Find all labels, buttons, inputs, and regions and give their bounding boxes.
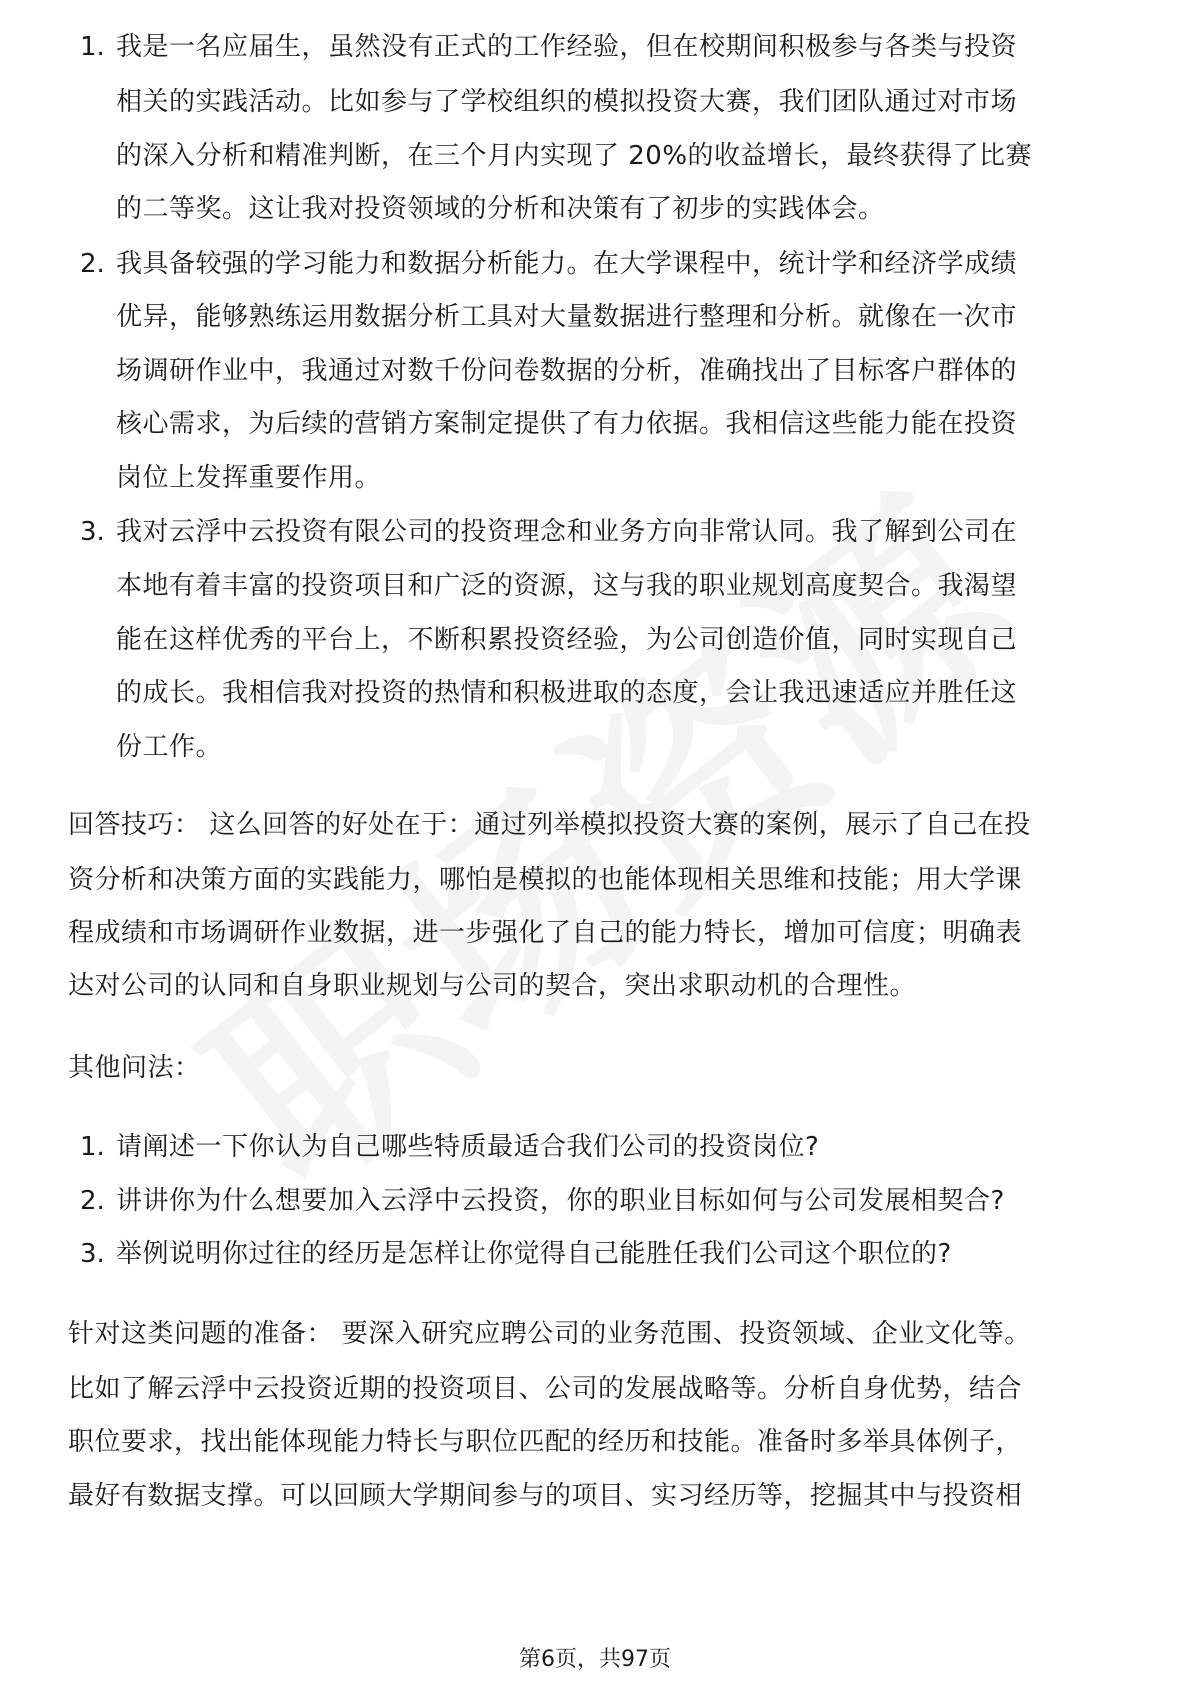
list-item-line: 本地有着丰富的投资项目和广泛的资源，这与我的职业规划高度契合。我渴望 [116, 571, 1018, 601]
list-item-line: 相关的实践活动。比如参与了学校组织的模拟投资大赛，我们团队通过对市场 [116, 87, 1018, 117]
question-text: 举例说明你过往的经历是怎样让你觉得自己能胜任我们公司这个职位的? [116, 1239, 952, 1269]
preparation-line: 针对这类问题的准备： 要深入研究应聘公司的业务范围、投资领域、企业文化等。 [68, 1319, 1031, 1349]
list-item-line: 我具备较强的学习能力和数据分析能力。在大学课程中，统计学和经济学成绩 [116, 249, 1018, 279]
tips-line: 资分析和决策方面的实践能力，哪怕是模拟的也能体现相关思维和技能；用大学课 [68, 865, 1023, 895]
page-footer: 第6页，共97页 [519, 1647, 671, 1672]
watermark [134, 367, 1126, 1243]
list-item-line: 的成长。我相信我对投资的热情和积极进取的态度，会让我迅速适应并胜任这 [116, 678, 1018, 708]
question-text: 请阐述一下你认为自己哪些特质最适合我们公司的投资岗位? [116, 1132, 820, 1162]
list-item-line: 我是一名应届生，虽然没有正式的工作经验，但在校期间积极参与各类与投资 [116, 32, 1018, 62]
list-item-line: 我对云浮中云投资有限公司的投资理念和业务方向非常认同。我了解到公司在 [116, 517, 1018, 547]
list-item-line: 优异，能够熟练运用数据分析工具对大量数据进行整理和分析。就像在一次市 [116, 302, 1018, 332]
list-item-line: 能在这样优秀的平台上，不断积累投资经验，为公司创造价值，同时实现自己 [116, 625, 1018, 655]
tips-line: 程成绩和市场调研作业数据，进一步强化了自己的能力特长，增加可信度；明确表 [68, 918, 1023, 948]
list-item-line: 份工作。 [116, 732, 223, 762]
tips-line: 达对公司的认同和自身职业规划与公司的契合，突出求职动机的合理性。 [68, 971, 917, 1001]
list-item-number: 3. [80, 517, 105, 547]
question-number: 1. [80, 1132, 105, 1162]
question-number: 3. [80, 1239, 105, 1269]
list-item-line: 的二等奖。这让我对投资领域的分析和决策有了初步的实践体会。 [116, 194, 885, 224]
other-questions-title: 其他问法： [68, 1053, 201, 1083]
question-number: 2. [80, 1186, 105, 1216]
preparation-line: 职位要求，找出能体现能力特长与职位匹配的经历和技能。准备时多举具体例子， [68, 1427, 1023, 1457]
list-item-line: 核心需求，为后续的营销方案制定提供了有力依据。我相信这些能力能在投资 [116, 409, 1018, 439]
preparation-line: 最好有数据支撑。可以回顾大学期间参与的项目、实习经历等，挖掘其中与投资相 [68, 1481, 1023, 1511]
list-item-number: 2. [80, 249, 105, 279]
preparation-line: 比如了解云浮中云投资近期的投资项目、公司的发展战略等。分析自身优势，结合 [68, 1374, 1023, 1404]
question-text: 讲讲你为什么想要加入云浮中云投资，你的职业目标如何与公司发展相契合? [116, 1186, 1005, 1216]
tips-line: 回答技巧： 这么回答的好处在于：通过列举模拟投资大赛的案例，展示了自己在投 [68, 810, 1031, 840]
list-item-number: 1. [80, 32, 105, 62]
list-item-line: 场调研作业中，我通过对数千份问卷数据的分析，准确找出了目标客户群体的 [116, 356, 1018, 386]
list-item-line: 岗位上发挥重要作用。 [116, 463, 382, 493]
list-item-line: 的深入分析和精准判断，在三个月内实现了 20%的收益增长，最终获得了比赛 [116, 141, 1033, 171]
